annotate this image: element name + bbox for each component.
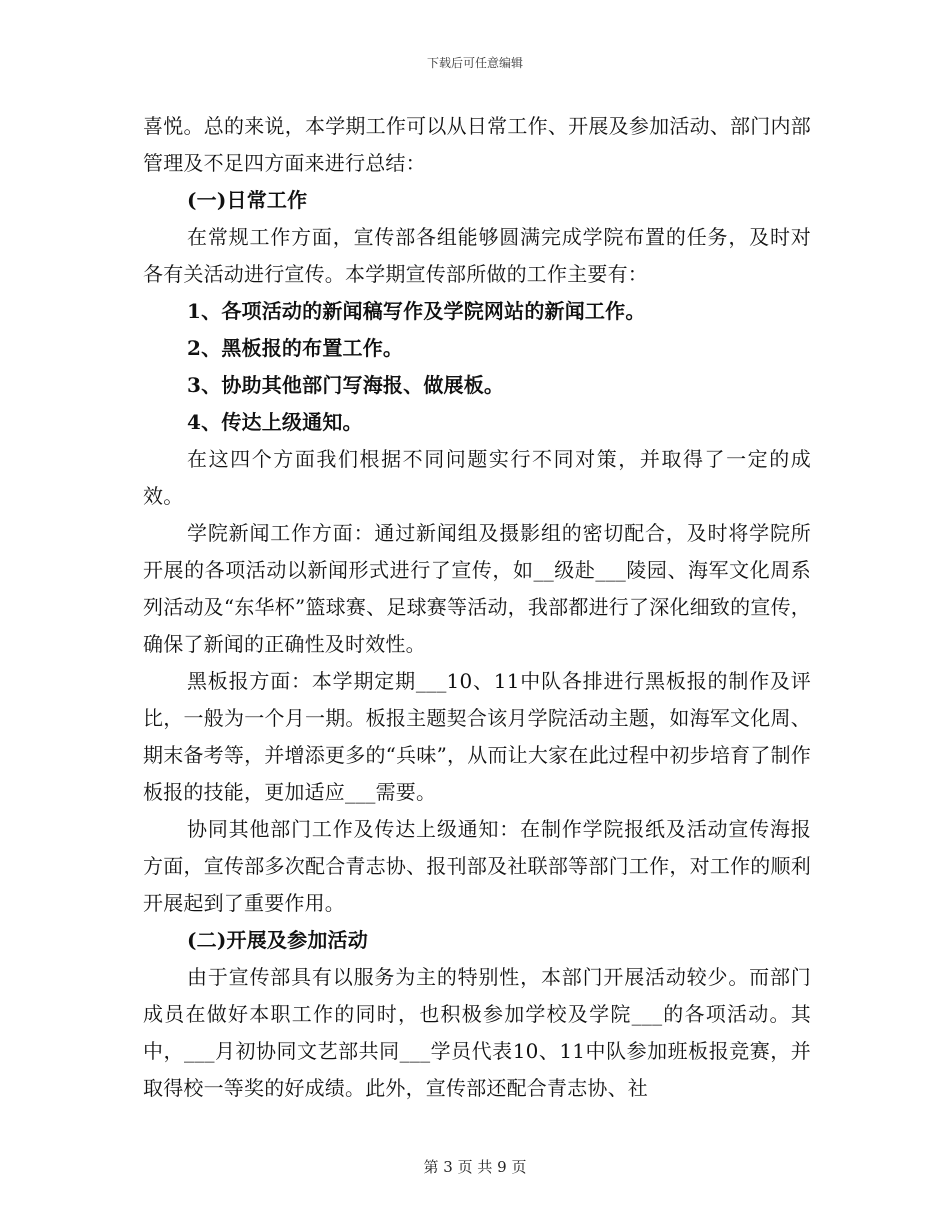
- paragraph: 学院新闻工作方面：通过新闻组及摄影组的密切配合，及时将学院所开展的各项活动以新闻形式进行了宣传，如__级赴___陵园、海军文化周系列活动及“东华杯”篮球赛、足球赛等活动，我部都进行了深化细致的宣传，确保了新闻的正确性及时效性。: [143, 521, 811, 656]
- list-item: 4、传达上级通知。: [187, 410, 363, 434]
- list-item: 2、黑板报的布置工作。: [187, 336, 404, 360]
- paragraph: 喜悦。总的来说，本学期工作可以从日常工作、开展及参加活动、部门内部管理及不足四方面来进行总结：: [143, 114, 811, 175]
- paragraph: 在这四个方面我们根据不同问题实行不同对策，并取得了一定的成效。: [143, 447, 811, 508]
- page-number: 第 3 页 共 9 页: [423, 1158, 527, 1176]
- list-item: 1、各项活动的新闻稿写作及学院网站的新闻工作。: [187, 299, 646, 323]
- paragraph: 在常规工作方面，宣传部各组能够圆满完成学院布置的任务，及时对各有关活动进行宣传。本学期宣传部所做的工作主要有：: [143, 225, 811, 286]
- paragraph: 协同其他部门工作及传达上级通知：在制作学院报纸及活动宣传海报方面，宣传部多次配合青志协、报刊部及社联部等部门工作，对工作的顺利开展起到了重要作用。: [143, 817, 811, 915]
- paragraph: 黑板报方面：本学期定期___10、11中队各排进行黑板报的制作及评比，一般为一个月一期。板报主题契合该月学院活动主题，如海军文化周、期末备考等，并增添更多的“兵味”，从而让大家在此过程中初步培育了制作板报的技能，更加适应___需要。: [143, 669, 811, 804]
- section-heading: (一)日常工作: [187, 188, 308, 212]
- list-item: 3、协助其他部门写海报、做展板。: [187, 373, 505, 397]
- page-header-note: 下载后可任意编辑: [426, 56, 523, 70]
- section-heading: (二)开展及参加活动: [187, 928, 368, 952]
- paragraph: 由于宣传部具有以服务为主的特别性，本部门开展活动较少。而部门成员在做好本职工作的同时，也积极参加学校及学院___的各项活动。其中，___月初协同文艺部共同___学员代表10、11中队参加班板报竞赛，并取得校一等奖的好成绩。此外，宣传部还配合青志协、社: [143, 965, 811, 1100]
- document-body: [143, 108, 811, 1107]
